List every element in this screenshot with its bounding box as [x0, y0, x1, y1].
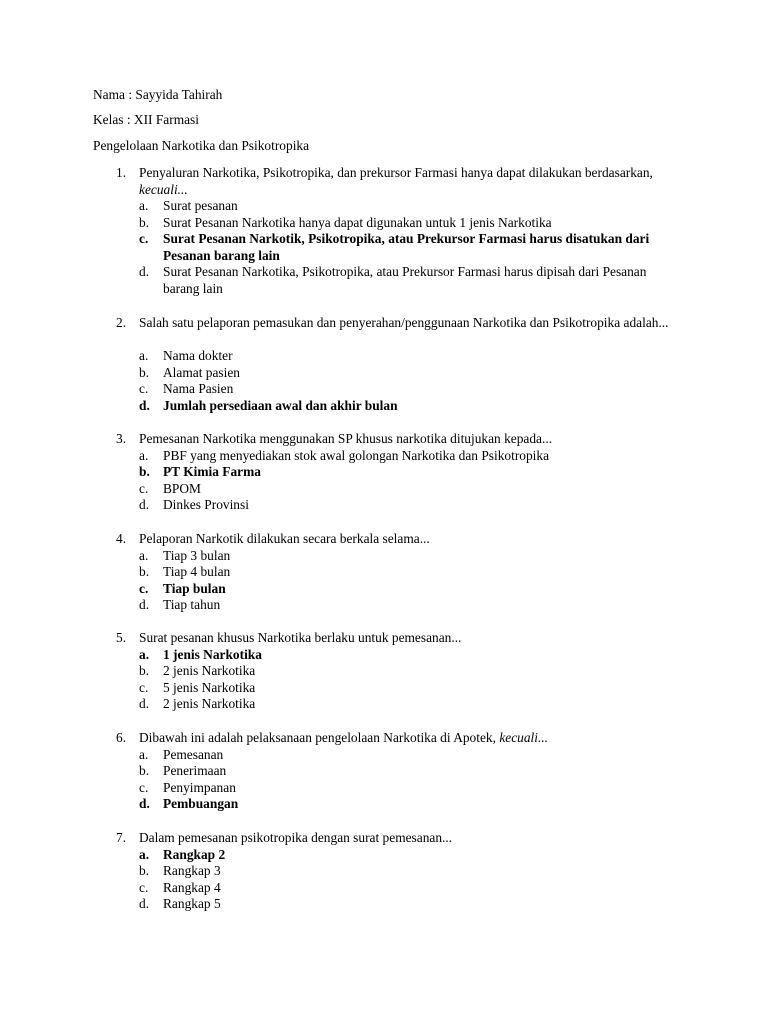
- option-c-correct: c. Tiap bulan: [139, 580, 226, 596]
- option-c: c. Penyimpanan: [139, 779, 236, 795]
- question-number: 7.: [116, 830, 127, 845]
- option-c-correct: c. Surat Pesanan Narkotik, Psikotropika, atau Prekursor Farmasi harus disatukan dari Pesanan barang lain: [139, 231, 650, 263]
- question-text: Salah satu pelaporan pemasukan dan penyerahan/penggunaan Narkotika dan Psikotropika adalah...: [139, 315, 669, 330]
- option-list: [0, 847, 768, 913]
- student-class: Kelas : XII Farmasi: [93, 112, 199, 127]
- question-emphasis: kecuali...: [499, 730, 549, 745]
- option-list: [0, 348, 768, 414]
- option-a: a. Nama dokter: [139, 348, 233, 363]
- option-b: b. Tiap 4 bulan: [139, 564, 231, 579]
- option-c: c. BPOM: [139, 480, 201, 496]
- option-c: c. Rangkap 4: [139, 879, 221, 895]
- option-b: b. Surat Pesanan Narkotika hanya dapat digunakan untuk 1 jenis Narkotika: [139, 214, 552, 230]
- option-list: [0, 448, 768, 514]
- question-emphasis: kecuali...: [139, 181, 188, 197]
- option-b: b. Penerimaan: [139, 763, 227, 778]
- question-number: 3.: [116, 431, 127, 446]
- question-text: Dalam pemesanan psikotropika dengan surat pemesanan...: [139, 830, 453, 845]
- option-a: a. PBF yang menyediakan stok awal golongan Narkotika dan Psikotropika: [139, 447, 550, 463]
- question-text: Pemesanan Narkotika menggunakan SP khusus narkotika ditujukan kepada...: [139, 431, 553, 446]
- option-c: c. Nama Pasien: [139, 381, 234, 396]
- option-list: [0, 647, 768, 713]
- question-number: 4.: [116, 531, 127, 546]
- question-number: 6.: [116, 730, 127, 745]
- question-text: Dibawah ini adalah pelaksanaan pengelolaan Narkotika di Apotek, kecuali...: [139, 730, 549, 745]
- document-topic: Pengelolaan Narkotika dan Psikotropika: [93, 138, 310, 153]
- option-d: d. Rangkap 5: [139, 896, 221, 911]
- option-d: d. Dinkes Provinsi: [139, 497, 249, 512]
- option-list: [0, 198, 768, 297]
- question-number: 2.: [116, 315, 127, 330]
- option-c: c. 5 jenis Narkotika: [139, 679, 256, 695]
- option-list: [0, 747, 768, 813]
- option-d: d. Surat Pesanan Narkotika, Psikotropika, atau Prekursor Farmasi harus dipisah dari Pesanan barang lain: [139, 264, 647, 296]
- question-text: Pelaporan Narkotik dilakukan secara berkala selama...: [139, 531, 430, 546]
- option-a-correct: a. 1 jenis Narkotika: [139, 646, 262, 662]
- question-text: Surat pesanan khusus Narkotika berlaku untuk pemesanan...: [139, 630, 462, 645]
- question-text: Penyaluran Narkotika, Psikotropika, dan prekursor Farmasi hanya dapat dilakukan berdasarkan, kecuali...: [139, 165, 653, 197]
- option-a-correct: a. Rangkap 2: [139, 846, 226, 862]
- option-a: a. Surat pesanan: [139, 198, 238, 213]
- option-list: [0, 548, 768, 614]
- student-name: Nama : Sayyida Tahirah: [93, 87, 223, 102]
- option-d-correct: d. Pembuangan: [139, 796, 239, 811]
- question-number: 1.: [116, 165, 127, 180]
- option-d: d. Tiap tahun: [139, 597, 221, 612]
- option-a: a. Pemesanan: [139, 746, 224, 762]
- option-b: b. 2 jenis Narkotika: [139, 663, 256, 678]
- option-d-correct: d. Jumlah persediaan awal dan akhir bulan: [139, 397, 398, 413]
- option-b: b. Rangkap 3: [139, 863, 221, 878]
- option-a: a. Tiap 3 bulan: [139, 547, 231, 563]
- option-b: b. Alamat pasien: [139, 364, 240, 380]
- option-b-correct: b. PT Kimia Farma: [139, 464, 261, 479]
- option-d: d. 2 jenis Narkotika: [139, 696, 256, 711]
- question-number: 5.: [116, 630, 127, 645]
